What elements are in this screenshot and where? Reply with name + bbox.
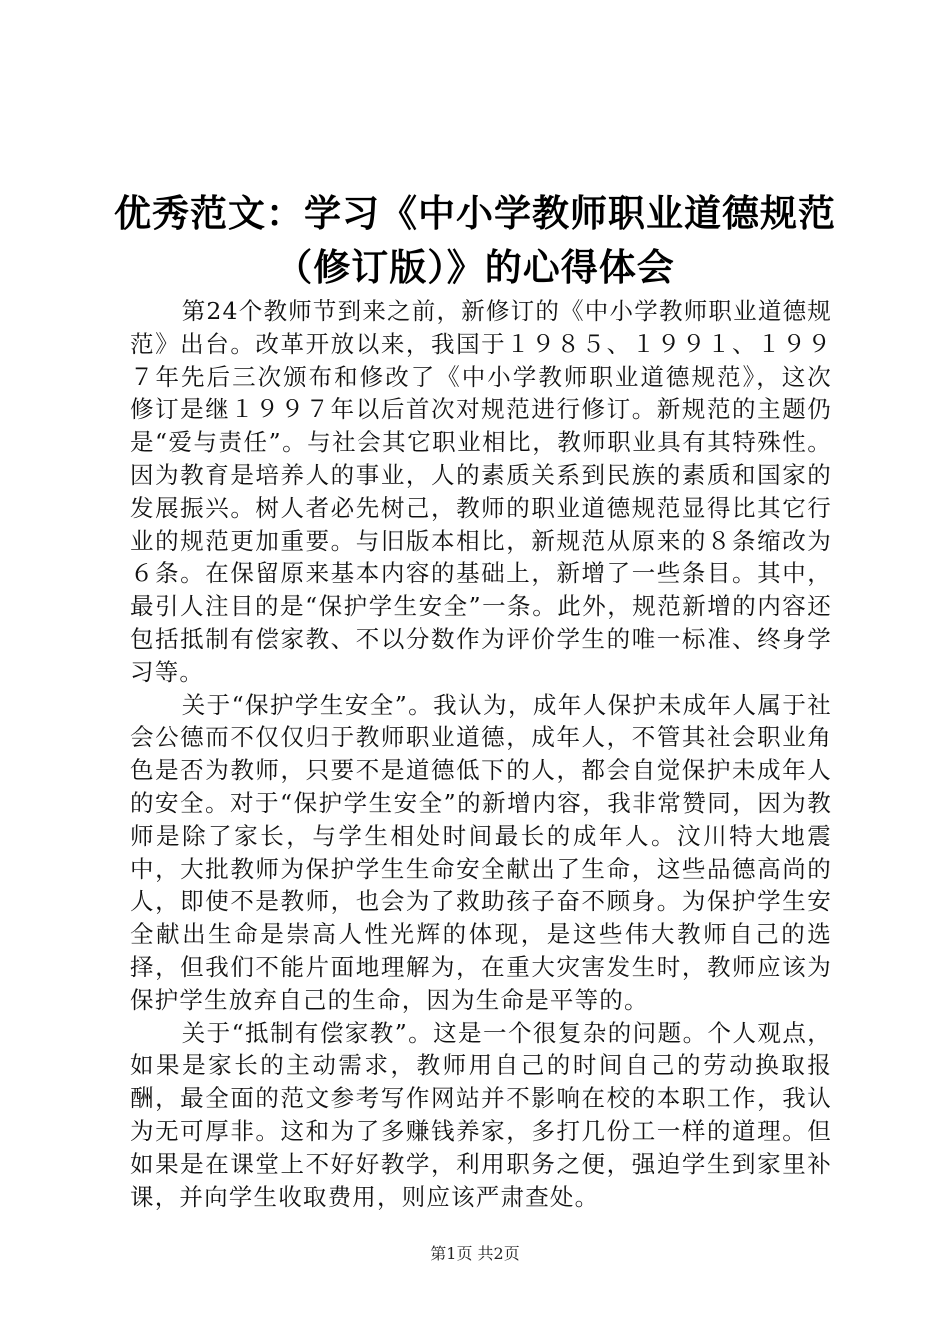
document-body	[130, 295, 832, 1213]
paragraph-intro: 第24个教师节到来之前，新修订的《中小学教师职业道德规范》出台。改革开放以来，我国于１９８５、１９９１、１９９７年先后三次颁布和修改了《中小学教师职业道德规范》，这次修订是继１９９７年以后首次对规范进行修订。新规范的主题仍是“爱与责任”。与社会其它职业相比，教师职业具有其特殊性。因为教育是培养人的事业，人的素质关系到民族的素质和国家的发展振兴。树人者必先树己，教师的职业道德规范显得比其它行业的规范更加重要。与旧版本相比，新规范从原来的８条缩改为６条。在保留原来基本内容的基础上，新增了一些条目。其中，最引人注目的是“保护学生安全”一条。此外，规范新增的内容还包括抵制有偿家教、不以分数作为评价学生的唯一标准、终身学习等。	[130, 297, 832, 686]
paragraph-paid-tutoring: 关于“抵制有偿家教”。这是一个很复杂的问题。个人观点，如果是家长的主动需求，教师用自己的时间自己的劳动换取报酬，最全面的范文参考写作网站并不影响在校的本职工作，我认为无可厚非。这和为了多赚钱养家，多打几份工一样的道理。但如果是在课堂上不好好教学，利用职务之便，强迫学生到家里补课，并向学生收取费用，则应该严肃查处。	[130, 1018, 832, 1211]
page-footer	[0, 1243, 950, 1265]
page-indicator: 第1页 共2页	[430, 1244, 520, 1263]
title-line-2: （修订版）》的心得体会	[275, 245, 675, 289]
document-title	[100, 186, 850, 294]
title-line-1: 优秀范文：学习《中小学教师职业道德规范	[114, 191, 836, 235]
paragraph-student-safety: 关于“保护学生安全”。我认为，成年人保护未成年人属于社会公德而不仅仅归于教师职业道德，成年人，不管其社会职业角色是否为教师，只要不是道德低下的人，都会自觉保护未成年人的安全。对于“保护学生安全”的新增内容，我非常赞同，因为教师是除了家长，与学生相处时间最长的成年人。汶川特大地震中，大批教师为保护学生生命安全献出了生命，这些品德高尚的人，即使不是教师，也会为了救助孩子奋不顾身。为保护学生安全献出生命是崇高人性光辉的体现，是这些伟大教师自己的选择，但我们不能片面地理解为，在重大灾害发生时，教师应该为保护学生放弃自己的生命，因为生命是平等的。	[130, 690, 832, 1014]
